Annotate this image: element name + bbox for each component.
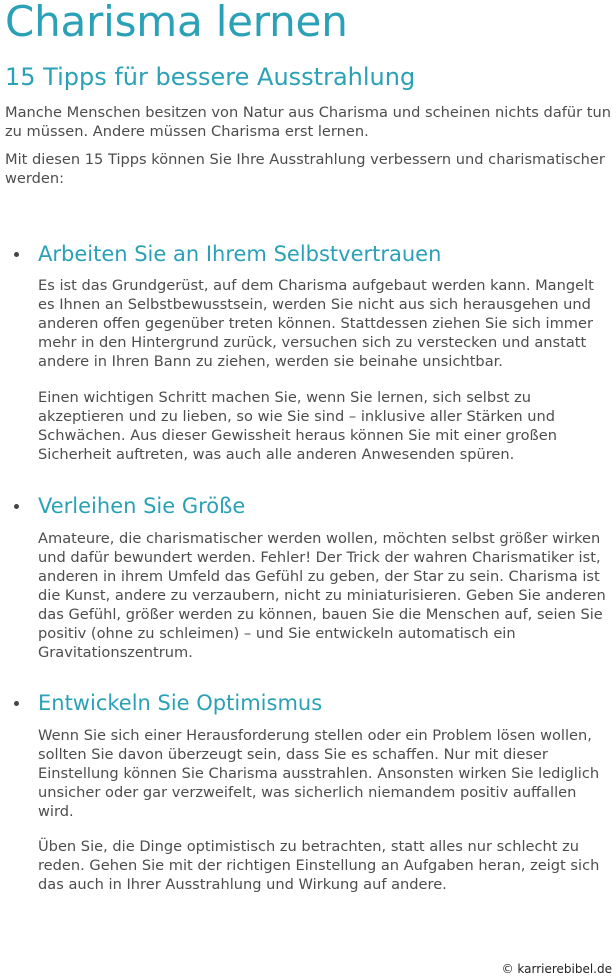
bullet-icon [14, 504, 19, 509]
section-paragraph: Amateure, die charismatischer werden wollen, möchten selbst größer wirken und dafür bewundert werden. Fehler! Der Trick der wahren Charismatiker ist, anderen in ihrem Umfeld das Gefühl zu geben, der Star zu sein. Charisma ist die Kunst, andere zu verzaubern, nicht zu miniaturisieren. Geben Sie anderen das Gefühl, größer werden zu können, bauen Sie die Menschen auf, seien Sie positiv (ohne zu schleimen) – und Sie entwickeln automatisch ein Gravitationszentrum. [38, 530, 606, 661]
section-heading: Arbeiten Sie an Ihrem Selbstvertrauen [38, 242, 442, 266]
page-subtitle: 15 Tipps für bessere Ausstrahlung [5, 63, 416, 91]
section-heading: Entwickeln Sie Optimismus [38, 691, 323, 715]
section-paragraph: Wenn Sie sich einer Herausforderung stellen oder ein Problem lösen wollen, sollten Sie davon überzeugt sein, dass Sie es schaffen. Nur mit dieser Einstellung können Sie Charisma ausstrahlen. Ansonsten wirken Sie lediglich unsicher oder gar verzweifelt, was sicherlich niemandem positiv auffallen wird. [38, 727, 600, 820]
bullet-icon [14, 252, 19, 257]
page-title: Charisma lernen [5, 0, 348, 46]
section-heading: Verleihen Sie Größe [38, 494, 246, 518]
bullet-icon [14, 701, 19, 706]
section-paragraph: Es ist das Grundgerüst, auf dem Charisma aufgebaut werden kann. Mangelt es Ihnen an Selbstbewusstsein, werden Sie nicht aus sich herausgehen und anderen offen gegenüber treten können. Stattdessen ziehen Sie sich immer mehr in den Hintergrund zurück, versuchen sich zu verstecken und anstatt andere in Ihren Bann zu ziehen, werden sie beinahe unsichtbar. [38, 277, 594, 370]
section-paragraph: Üben Sie, die Dinge optimistisch zu betrachten, statt alles nur schlecht zu reden. Gehen Sie mit der richtigen Einstellung an Aufgaben heran, zeigt sich das auch in Ihrer Ausstrahlung und Wirkung auf andere. [38, 838, 600, 893]
copyright-footer: © karrierebibel.de [501, 962, 612, 976]
intro-paragraph-1: Manche Menschen besitzen von Natur aus Charisma und scheinen nichts dafür tun zu müssen. Andere müssen Charisma erst lernen. [5, 104, 612, 140]
section-paragraph: Einen wichtigen Schritt machen Sie, wenn Sie lernen, sich selbst zu akzeptieren und zu lieben, so wie Sie sind – inklusive aller Stärken und Schwächen. Aus dieser Gewissheit heraus können Sie mit einer großen Sicherheit auftreten, was auch alle anderen Anwesenden spüren. [38, 389, 557, 463]
intro-paragraph-2: Mit diesen 15 Tipps können Sie Ihre Ausstrahlung verbessern und charismatischer werden: [5, 151, 605, 187]
